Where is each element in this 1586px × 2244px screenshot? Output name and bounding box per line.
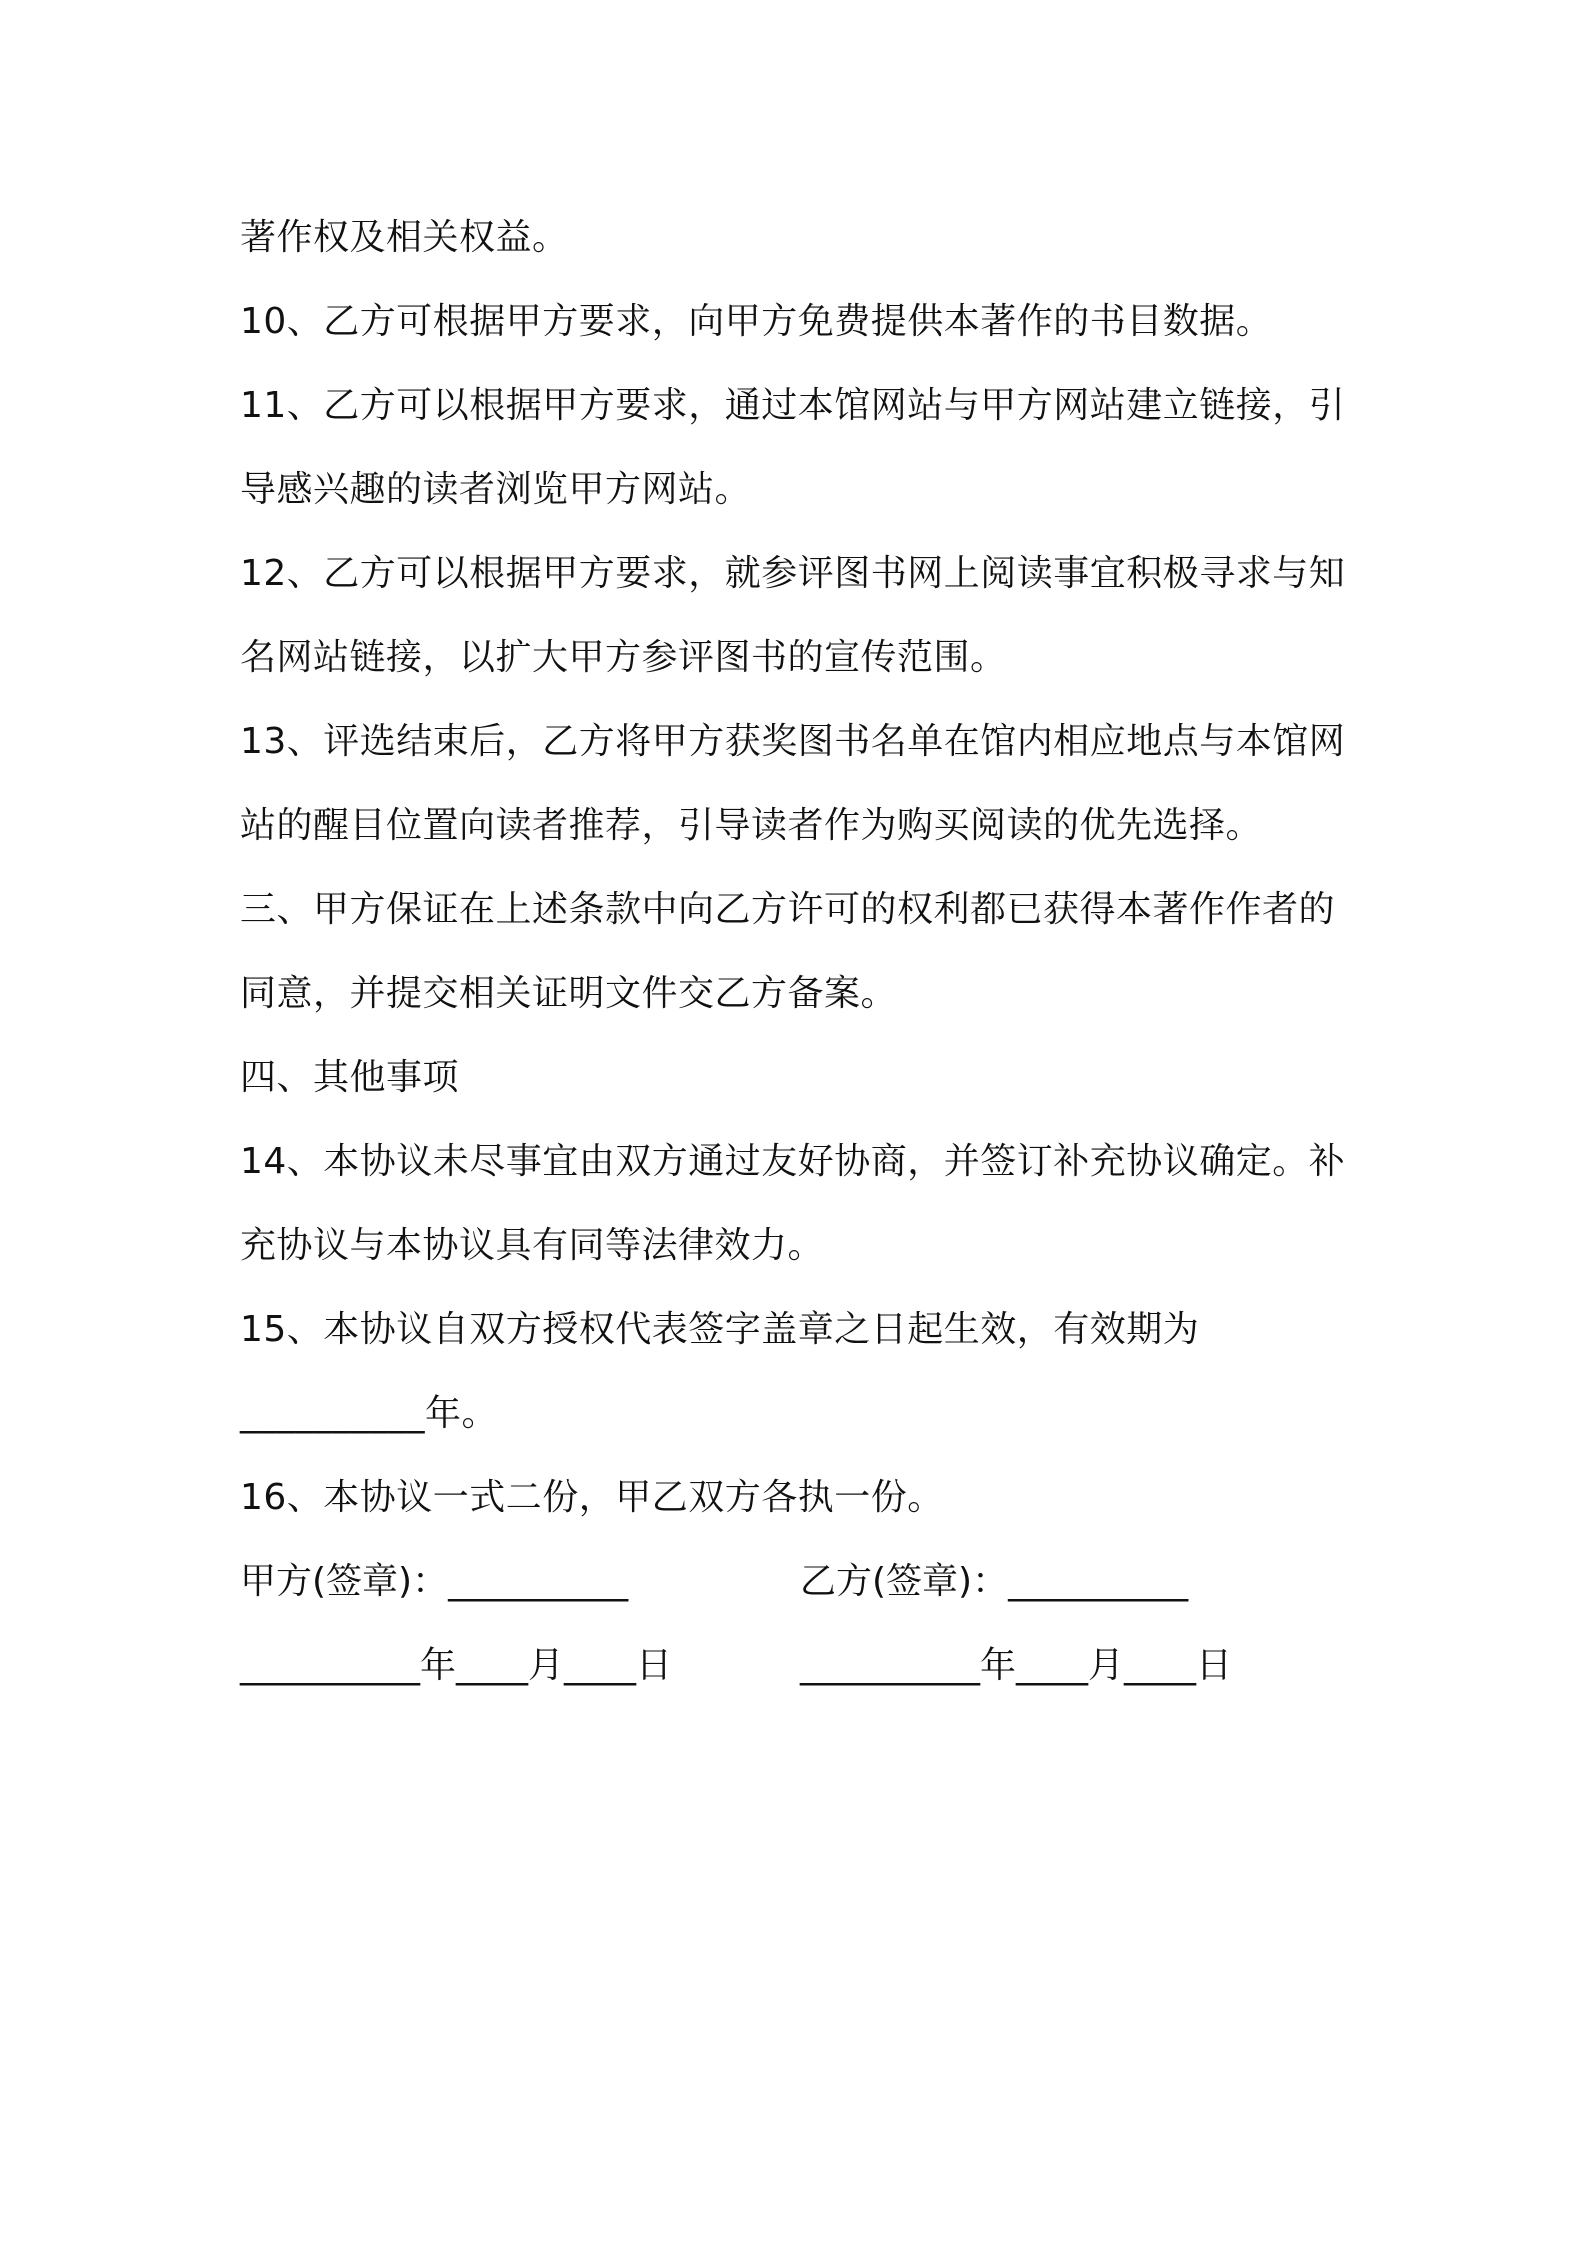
section-4-heading: 四、其他事项 — [240, 1057, 460, 1098]
clause-14-line-2: 充协议与本协议具有同等法律效力。 — [240, 1225, 825, 1266]
text-line: 著作权及相关权益。 — [240, 217, 569, 258]
party-b-date: __________年____月____日 — [800, 1645, 1232, 1686]
section-3-line-2: 同意，并提交相关证明文件交乙方备案。 — [240, 973, 898, 1014]
party-a-signature: 甲方(签章)：__________ — [240, 1561, 629, 1602]
clause-15-line-2: __________年。 — [240, 1393, 499, 1434]
signature-row — [240, 1540, 1360, 1624]
document-body — [240, 196, 1360, 1708]
clause-11-line-1: 11、乙方可以根据甲方要求，通过本馆网站与甲方网站建立链接，引 — [240, 385, 1346, 426]
clause-12-line-2: 名网站链接，以扩大甲方参评图书的宣传范围。 — [240, 637, 1007, 678]
clause-11-line-2: 导感兴趣的读者浏览甲方网站。 — [240, 469, 752, 510]
clause-16: 16、本协议一式二份，甲乙双方各执一份。 — [240, 1477, 944, 1518]
clause-12-line-1: 12、乙方可以根据甲方要求，就参评图书网上阅读事宜积极寻求与知 — [240, 553, 1346, 594]
party-a-date: __________年____月____日 — [240, 1645, 672, 1686]
clause-14-line-1: 14、本协议未尽事宜由双方通过友好协商，并签订补充协议确定。补 — [240, 1141, 1346, 1182]
clause-13-line-2: 站的醒目位置向读者推荐，引导读者作为购买阅读的优先选择。 — [240, 805, 1263, 846]
clause-13-line-1: 13、评选结束后，乙方将甲方获奖图书名单在馆内相应地点与本馆网 — [240, 721, 1346, 762]
clause-15-line-1: 15、本协议自双方授权代表签字盖章之日起生效，有效期为 — [240, 1309, 1200, 1350]
clause-10: 10、乙方可根据甲方要求，向甲方免费提供本著作的书目数据。 — [240, 301, 1273, 342]
section-3-line-1: 三、甲方保证在上述条款中向乙方许可的权利都已获得本著作作者的 — [240, 889, 1336, 930]
date-row — [240, 1624, 1360, 1708]
party-b-signature: 乙方(签章)：__________ — [800, 1561, 1189, 1602]
